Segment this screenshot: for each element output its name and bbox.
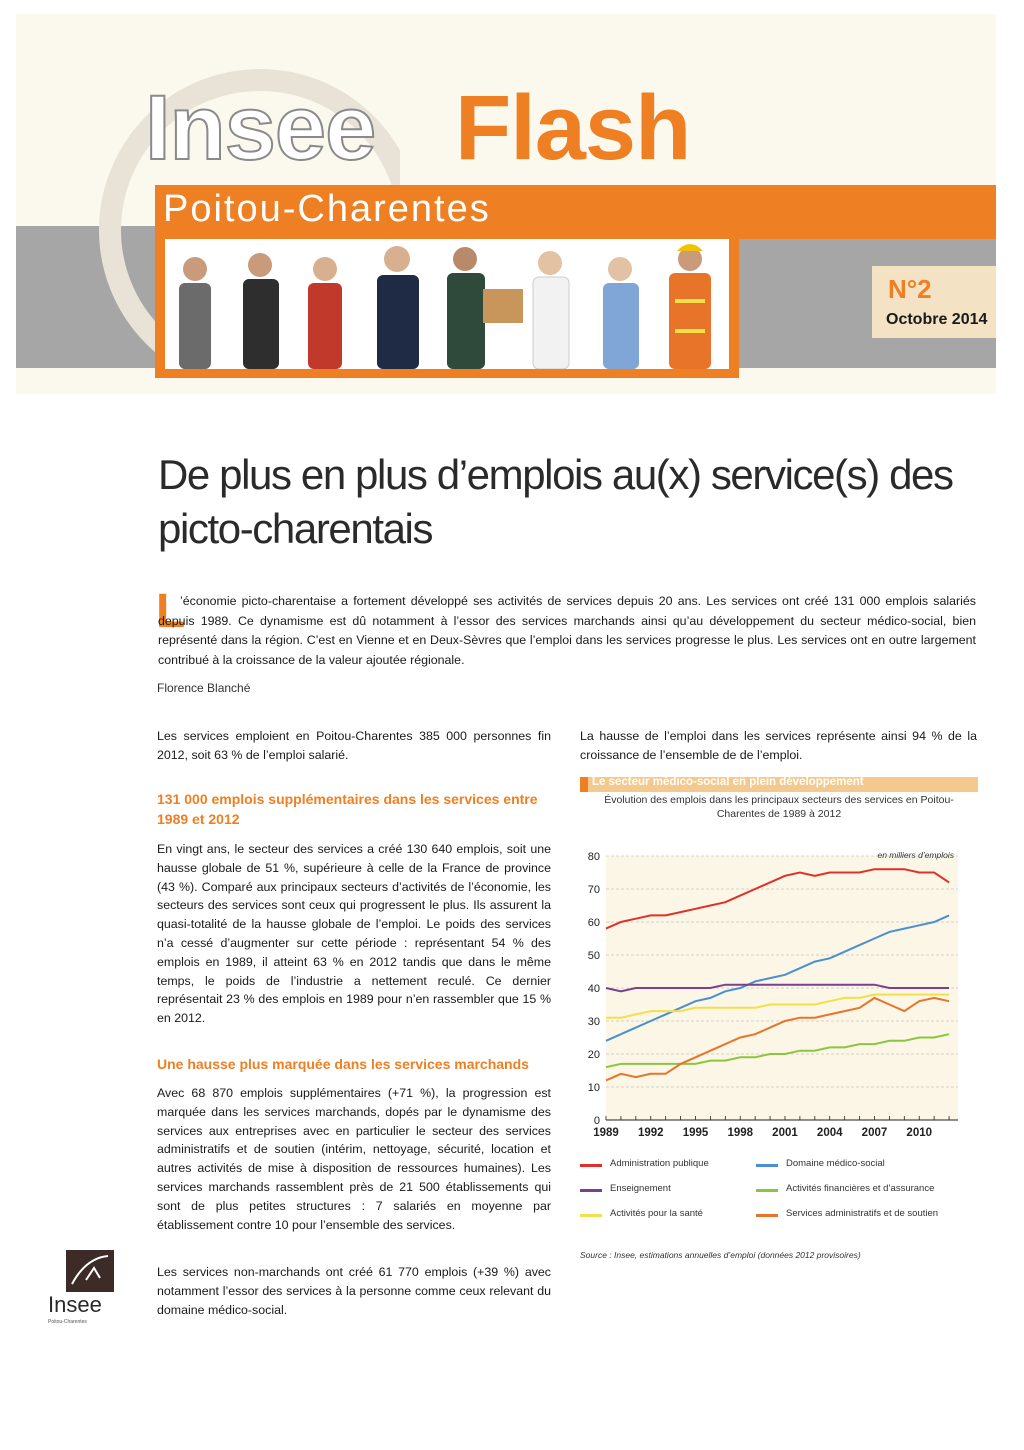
unit-label: en milliers d’emplois	[877, 850, 954, 860]
legend-swatch	[580, 1214, 602, 1217]
legend-label: Enseignement	[610, 1183, 671, 1194]
legend-swatch	[756, 1164, 778, 1167]
paragraph-right: La hausse de l’emploi dans les services représente ainsi 94 % de la croissance de l’ensemble de de l’emploi.	[580, 729, 977, 762]
x-tick-label: 2010	[906, 1127, 933, 1139]
y-tick-label: 30	[587, 1016, 600, 1028]
insee-logo-subtext: Poitou-Charentes	[48, 1319, 87, 1325]
figure-subtitle: Évolution des emplois dans les principaux secteurs des services en Poitou-Charentes de 1989 à 2012	[604, 794, 954, 820]
legend-swatch	[580, 1189, 602, 1192]
legend-label: Activités financières et d’assurance	[786, 1183, 935, 1194]
y-tick-label: 70	[587, 884, 600, 896]
x-tick-label: 2001	[772, 1127, 798, 1139]
insee-logo-text: Insee	[48, 1292, 102, 1317]
y-tick-label: 40	[587, 983, 600, 995]
paragraph-3: Avec 68 870 emplois supplémentaires (+71 %), la progression est marquée dans les services marchands, dopés par le dynamisme des services aux entreprises avec en particulier le secteur des services administratifs et de soutien (intérim, nettoyage, sécurité, location et autres activités de mise à disposition de ressources humaines). Les services marchands rassemblent près de 21 500 établissements qui sont de plus petites structures : 7 salariés en moyenne par établissement contre 10 pour l’ensemble des services.	[157, 1086, 551, 1232]
x-tick-label: 1989	[593, 1127, 619, 1139]
workers-illustration	[165, 239, 729, 369]
issue-number: N°2	[888, 274, 932, 304]
legend-swatch	[756, 1214, 778, 1217]
figure-title-marker	[580, 777, 588, 792]
legend-swatch	[756, 1189, 778, 1192]
intro-paragraph: ’économie picto-charentaise a fortement développé ses activités de services depuis 20 ans. Les services ont créé 131 000 emplois salariés depuis 1989. Ce dynamisme est dû notamment à l’essor des services marchands ainsi qu’au développement du secteur médico-social, bien représenté dans la région. C’est en Vienne et en Deux-Sèvres que l’emploi dans les services progresse le plus. Les services ont en outre largement contribué à la croissance de la valeur ajoutée régionale.	[158, 594, 976, 667]
workers-photo	[165, 239, 729, 369]
logo-insee: Insee	[145, 77, 376, 179]
chart-container	[576, 836, 980, 1148]
paragraph-4: Les services non-marchands ont créé 61 770 emplois (+39 %) avec notamment l’essor des services à la personne comme ceux relevant du domaine médico-social.	[157, 1265, 551, 1317]
paragraph-1: Les services emploient en Poitou-Charentes 385 000 personnes fin 2012, soit 63 % de l’emploi salarié.	[157, 729, 551, 762]
x-tick-label: 1998	[727, 1127, 754, 1139]
legend-label: Services administratifs et de soutien	[786, 1208, 939, 1219]
x-tick-label: 2004	[816, 1127, 843, 1139]
figure-title: Le secteur médico-social en plein développement	[592, 776, 864, 788]
y-tick-label: 10	[587, 1082, 600, 1094]
chart-legend	[580, 1154, 980, 1226]
y-tick-label: 50	[587, 950, 600, 962]
figure-source: Source : Insee, estimations annuelles d’emploi (données 2012 provisoires)	[580, 1250, 861, 1260]
legend-label: Administration publique	[610, 1158, 709, 1169]
line-chart	[576, 836, 980, 1148]
x-tick-label: 1992	[637, 1127, 664, 1139]
section-title-2: Une hausse plus marquée dans les services marchands	[157, 1056, 529, 1072]
intro-drop-cap: L	[156, 585, 186, 638]
paragraph-2: En vingt ans, le secteur des services a créé 130 640 emplois, soit une hausse globale de 51 %, supérieure à celle de la France de province (43 %). Comparé aux principaux secteurs d’activités de l’économie, les secteurs des services sont ceux qui progressent le plus. Ils assurent la quasi-totalité de la hausse globale de l’emploi. Le poids des services n’a cessé d’augmenter sur cette période : représentant 54 % des emplois en 1989, il atteint 63 % en 2012 tandis que dans le même temps, le poids de l’industrie a nettement reculé. Ce dernier représentait 23 % des emplois en 1989 pour n’en rassembler que 15 % en 2012.	[157, 842, 551, 1026]
x-tick-label: 2007	[861, 1127, 888, 1139]
legend-swatch	[580, 1164, 602, 1167]
y-tick-label: 0	[593, 1115, 600, 1127]
legend-label: Activités pour la santé	[610, 1208, 703, 1219]
section-title-1: 131 000 emplois supplémentaires dans les services entre 1989 et 2012	[157, 791, 538, 827]
y-tick-label: 80	[587, 851, 600, 863]
author: Florence Blanché	[157, 681, 251, 695]
legend-label: Domaine médico-social	[786, 1158, 885, 1169]
y-tick-label: 60	[587, 917, 600, 929]
region-label: Poitou-Charentes	[163, 188, 491, 230]
y-tick-label: 20	[587, 1049, 600, 1061]
insee-logo-mark	[66, 1250, 114, 1292]
article-title: De plus en plus d’emplois au(x) service(s) des picto-charentais	[158, 451, 953, 552]
logo-flash: Flash	[455, 77, 691, 179]
x-tick-label: 1995	[682, 1127, 709, 1139]
issue-date: Octobre 2014	[886, 311, 988, 328]
